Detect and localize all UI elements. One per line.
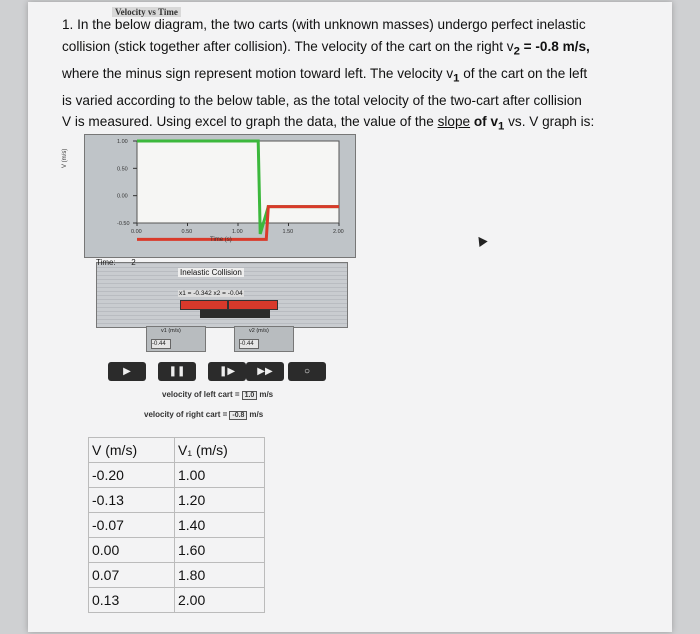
- question-line-5: V is measured. Using excel to graph the data, the value of the: [62, 114, 438, 130]
- table-cell: 1.80: [175, 563, 265, 588]
- cart-base: [200, 310, 270, 318]
- right-velocity-label: velocity of right cart =: [144, 410, 228, 419]
- question-line-3-end: of the cart on the left: [459, 65, 588, 81]
- position-readout: x1 = -0.342 x2 = -0.04: [179, 290, 243, 297]
- left-velocity-unit: m/s: [259, 390, 274, 399]
- v1-value: -0.44: [151, 339, 171, 349]
- table-cell: -0.07: [89, 513, 175, 538]
- table-row: [89, 563, 265, 588]
- v2-label: v2 (m/s): [249, 328, 269, 334]
- v2-value: = -0.8 m/s,: [519, 38, 590, 54]
- y-tick-label: 1.00: [117, 139, 128, 145]
- y-tick-label: 0.50: [117, 166, 128, 173]
- question-text: [62, 14, 652, 139]
- left-velocity-row: [162, 390, 273, 400]
- chart-x-label: Time (s): [210, 237, 232, 243]
- y-tick-label: 0.00: [117, 193, 128, 200]
- play-icon: ▶: [123, 366, 131, 377]
- time-readout: Time: 2: [96, 258, 136, 267]
- data-table: [88, 437, 265, 613]
- table-header-v1: V₁ (m/s): [175, 438, 265, 463]
- table-row: [89, 588, 265, 613]
- table-cell: -0.13: [89, 488, 175, 513]
- fast-forward-button[interactable]: [246, 362, 284, 381]
- y-tick-label: -0.50: [117, 221, 130, 227]
- chart-title: Velocity vs Time: [112, 7, 181, 17]
- v1-subscript-2: 1: [498, 121, 505, 134]
- pause-button[interactable]: [158, 362, 196, 381]
- table-row: [89, 513, 265, 538]
- table-cell: 1.00: [175, 463, 265, 488]
- table-header-row: [89, 438, 265, 463]
- question-line-4: is varied according to the below table, as the total velocity of the two-cart after collision: [62, 92, 582, 108]
- x-tick-label: 1.00: [232, 229, 243, 235]
- chart-y-label: V (m/s): [62, 148, 68, 168]
- time-label: Time: [96, 258, 114, 267]
- table-cell: 1.40: [175, 513, 265, 538]
- step-button[interactable]: [208, 362, 246, 381]
- table-cell: 2.00: [175, 588, 265, 613]
- x-tick-label: 0.00: [131, 229, 142, 235]
- time-value: 2: [131, 258, 136, 267]
- table-cell: -0.20: [89, 463, 175, 488]
- simulation-title: Inelastic Collision: [180, 268, 242, 277]
- x-tick-label: 0.50: [181, 229, 193, 235]
- x-tick-label: 2.00: [333, 229, 344, 235]
- table-header-v: V (m/s): [89, 438, 175, 463]
- x-tick-label: 1.50: [282, 229, 294, 235]
- v1-symbol: of v: [470, 114, 499, 130]
- reset-icon: ○: [303, 366, 311, 377]
- reset-button[interactable]: [288, 362, 326, 381]
- table-cell: 0.13: [89, 588, 175, 613]
- right-velocity-row: [144, 410, 263, 420]
- right-velocity-unit: m/s: [249, 410, 264, 419]
- table-row: [89, 538, 265, 563]
- question-line-3: where the minus sign represent motion toward left. The velocity v: [62, 65, 454, 81]
- v2-display: [234, 326, 294, 352]
- play-button[interactable]: [108, 362, 146, 381]
- table-cell: 1.20: [175, 488, 265, 513]
- table-row: [89, 488, 265, 513]
- v2-value: -0.44: [239, 339, 259, 349]
- left-cart[interactable]: [180, 300, 228, 310]
- right-velocity-input[interactable]: -0.8: [229, 411, 247, 420]
- question-line-2: collision (stick together after collision). The velocity of the cart on the right v: [62, 38, 514, 54]
- question-line-5-end: vs. V graph is:: [504, 114, 595, 130]
- v2-subscript: 2: [513, 45, 520, 58]
- right-cart[interactable]: [228, 300, 278, 310]
- step-icon: ❚▶: [218, 366, 236, 377]
- table-cell: 1.60: [175, 538, 265, 563]
- left-velocity-label: velocity of left cart =: [162, 390, 240, 399]
- table-row: [89, 463, 265, 488]
- left-velocity-input[interactable]: 1.0: [242, 391, 258, 400]
- v1-display: [146, 326, 206, 352]
- pause-icon: ❚❚: [168, 366, 186, 377]
- plot-area: [137, 141, 339, 223]
- v1-label: v1 (m/s): [161, 328, 181, 334]
- question-line-1: 1. In the below diagram, the two carts (with unknown masses) undergo perfect inelastic: [62, 17, 586, 32]
- table-cell: 0.07: [89, 563, 175, 588]
- slope-word: slope: [437, 114, 471, 130]
- table-cell: 0.00: [89, 538, 175, 563]
- fast-forward-icon: ▶▶: [257, 366, 273, 377]
- v1-subscript: 1: [453, 72, 460, 85]
